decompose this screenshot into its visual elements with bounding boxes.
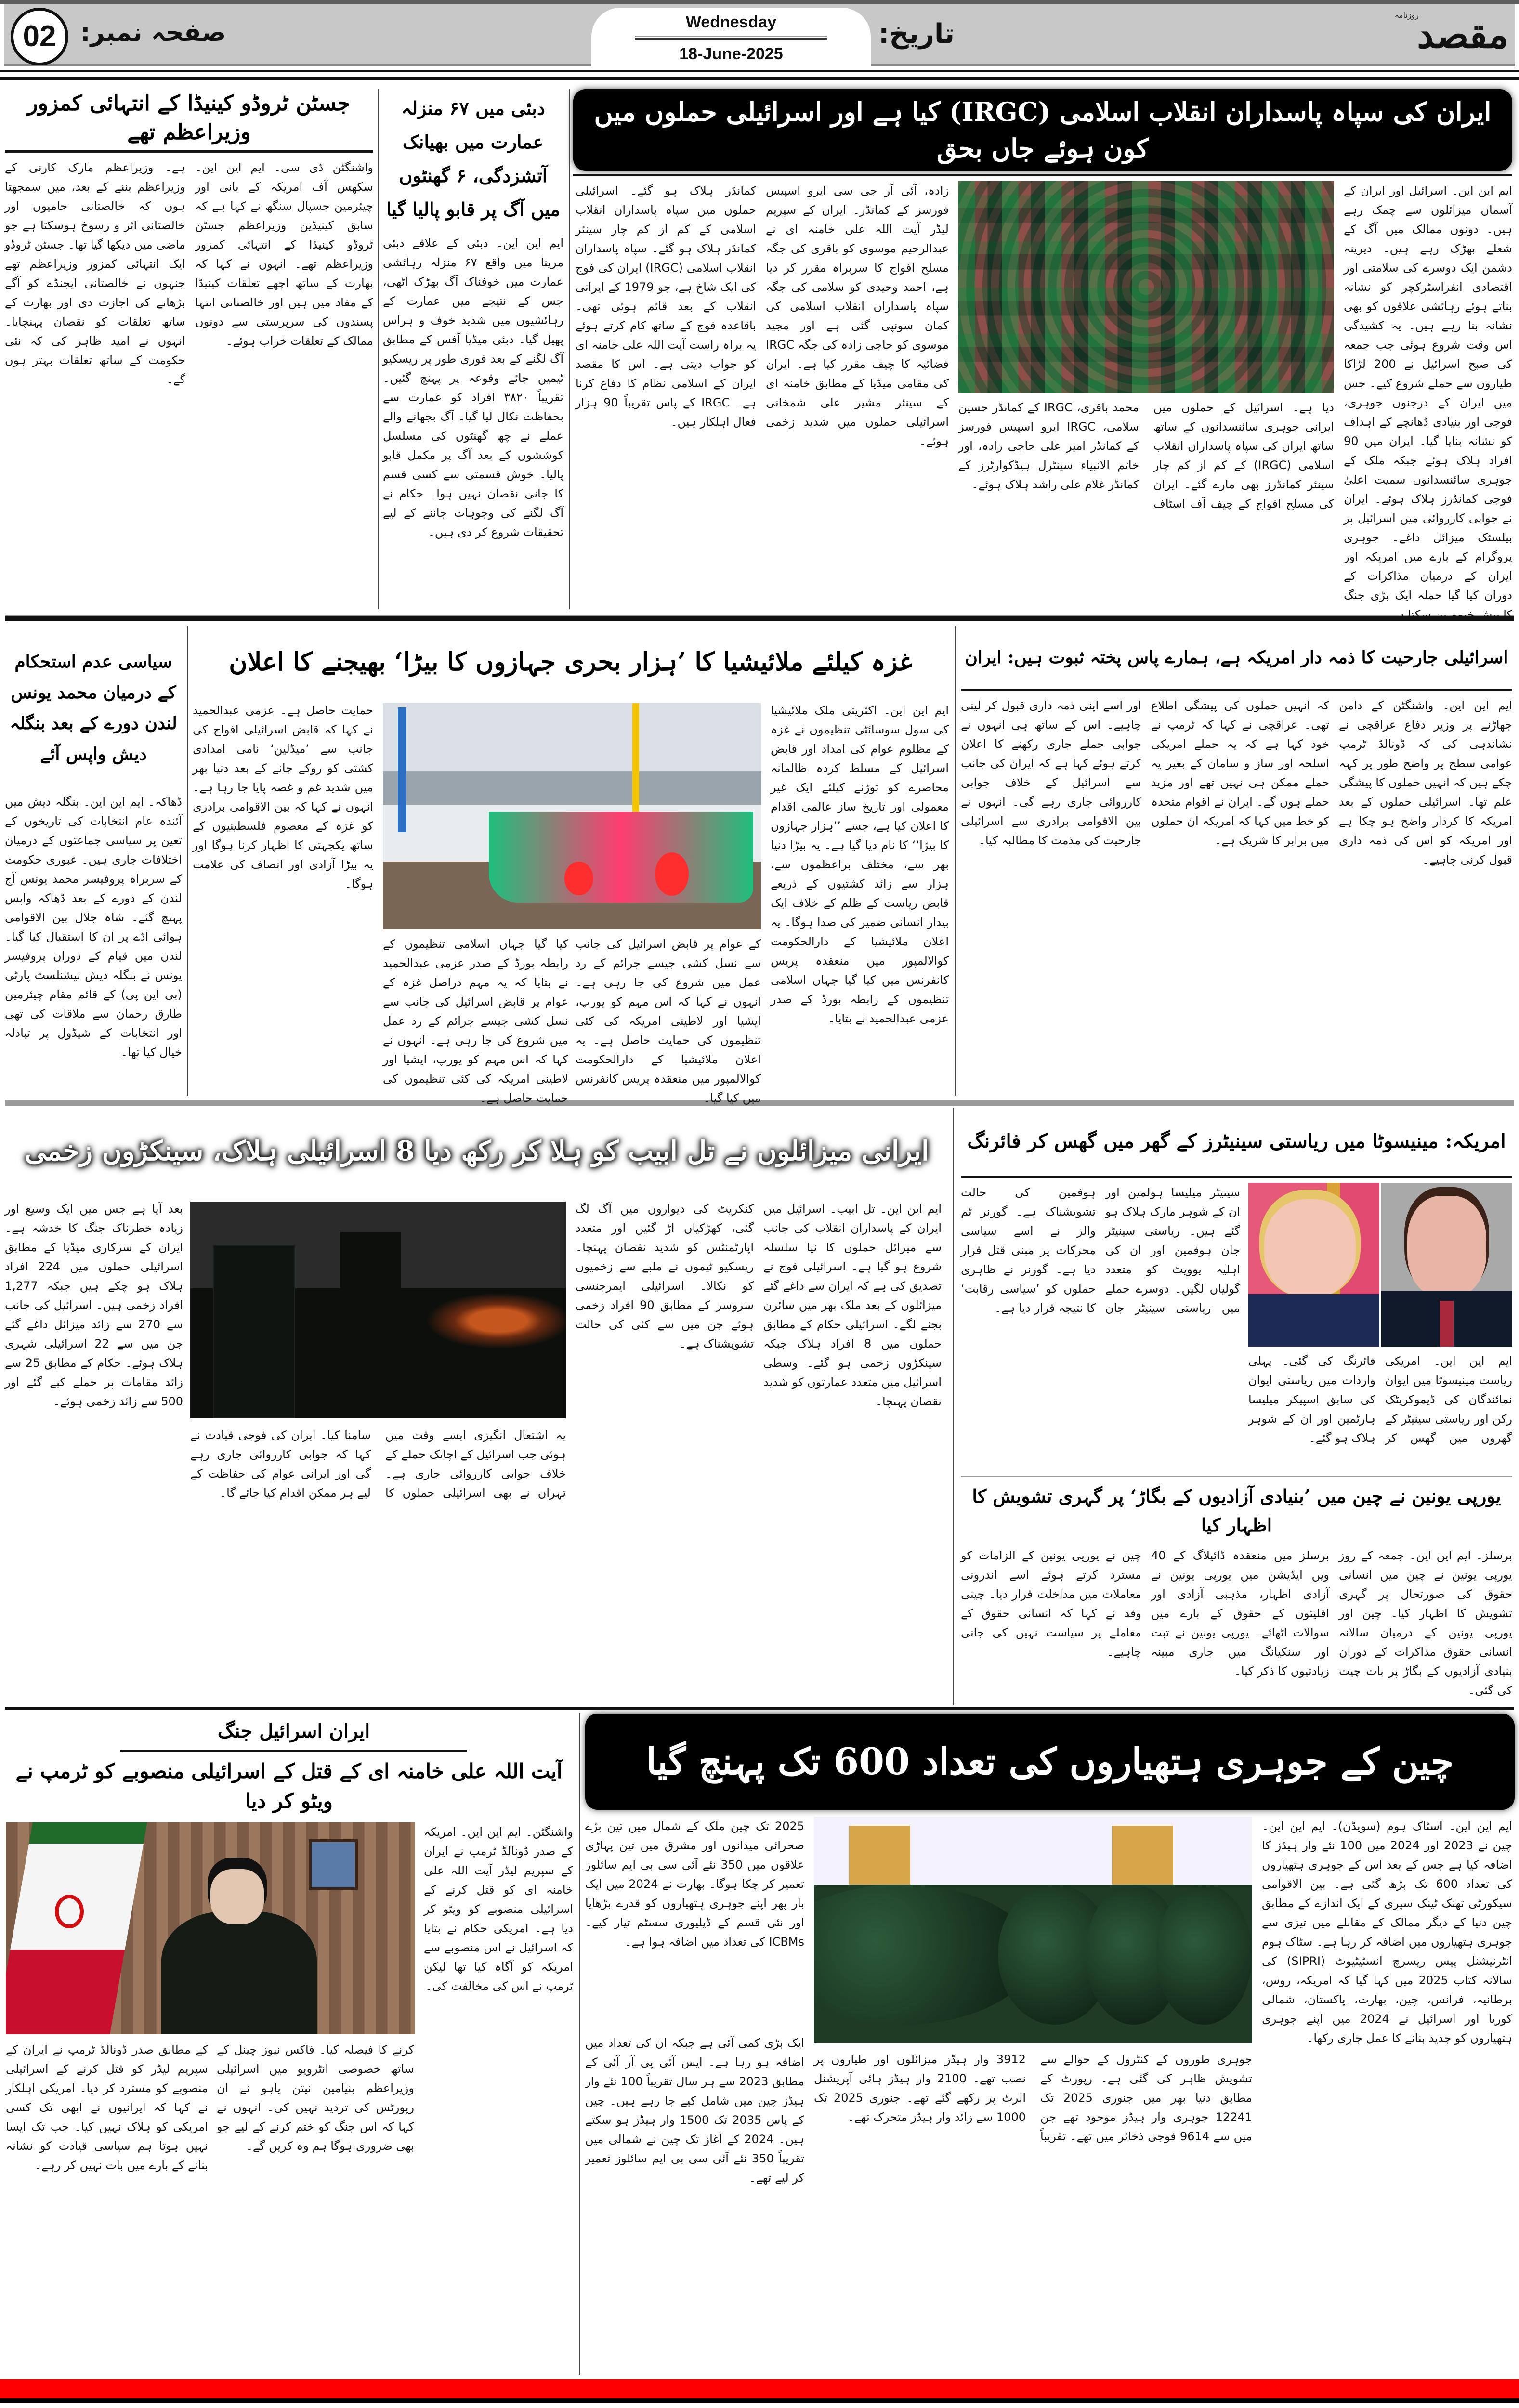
story-eu-china-col-2: برسلز میں منعقدہ ڈائیلاگ کے 40 ویں ایڈیشن میں یورپی یونین نے آزادی اظہار، مذہبی آزادی اور اقلیتوں کے حقوق کے بارے میں سوالات اٹھائے۔ یورپی یونین نے تبت اور سنکیانگ میں جاری مبینہ زیادتیوں کا ذکر کیا۔ [1151, 1549, 1329, 1678]
flotilla-boat-photo [383, 703, 761, 929]
story-khamenei-rule [120, 1750, 467, 1752]
parade-sign [1112, 1826, 1173, 1885]
column-divider [579, 1713, 580, 2375]
masthead-rule [0, 70, 1519, 80]
story-iran-us-col-1: ایم این این۔ واشنگٹن کے دامن جھاڑنے پر وزیر دفاع عراقچی نے نشاندہی کی کہ ڈونالڈ ٹرمپ عوامی سطح پر واضح طور پر کہہ چکے ہیں کہ انہیں حملوں کا پیشگی علم تھا۔ اسرائیلی حملوں کے بعد امریکہ کا کردار واضح ہو چکا ہے اور امریکہ کو اس کی ذمہ داری قبول کرنی چاہیے۔ [1339, 699, 1512, 866]
story-minnesota-col-2: سینیٹر میلیسا ہولمین اور ان کے شوہر مارک ہلاک ہو گئے ہیں۔ ریاستی سینیٹر جان ہوفمین اور ان کی اہلیہ یوویٹ کو متعدد گولیاں لگیں۔ دوسرے حملے میں ریاستی سینیٹر جان ہوفمین کی حالت تشویشناک ہے۔ گورنر ٹم والز نے اسے سیاسی محرکات پر مبنی قتل قرار دیا ہے۔ گورنر نے ظاہری حملوں کو ’سیاسی رقابت‘ کا نتیجہ قرار دیا ہے۔ [961, 1186, 1240, 1315]
photo-mast [632, 703, 639, 828]
story-khamenei-kicker: ایران اسرائیل جنگ [217, 1720, 370, 1742]
story-irgc-rule [573, 174, 1512, 176]
story-trudeau-col-1: واشنگٹن ڈی سی۔ ایم این این۔ سکھس آف امریکہ کے بانی اور چیئرمین جسپال سنگھ نے کہا ہے کہ سابق کینیڈین وزیراعظم جسٹن ٹروڈو کینیڈا کے انتہائی کمزور وزیراعظم تھے۔ انہوں نے کہا کہ بھارت کے ساتھ اچھے تعلقات کینیڈا کے مفاد میں ہیں اور خالصتانی انتہا پسندوں کی سرپرستی سے دونوں ممالک کے تعلقات خراب ہوئے۔ [195, 161, 373, 348]
story-china-nukes-col-3: ایک بڑی کمی آئی ہے جبکہ ان کی تعداد میں اضافہ ہو رہا ہے۔ ایس آئی پی آر آئی کے مطابق 2023 سے ہر سال تقریباً 100 نئے وار ہیڈز چین میں شامل کیے جا رہے ہیں۔ چین کے پاس 2035 تک 1500 وار ہیڈز ہو سکتے ہیں۔ 2024 کے آغاز تک چین نے شمالی میں تقریباً 350 نئے آئی سی بی ایم سائلوز تعمیر کر لیے تھے۔ [585, 2036, 805, 2185]
story-tel-aviv-col-3: بعد آیا ہے جس میں ایک وسیع اور زیادہ خطرناک جنگ کا خدشہ ہے۔ ایران کے سرکاری میڈیا کے مطابق اسرائیلی حملوں میں 224 افراد ہلاک ہو چکے ہیں جبکہ 1,277 افراد زخمی ہیں۔ اسرائیل کی جانب سے 270 سے زائد میزائل داغے گئے جن میں سے 22 اسرائیلی شہری ہلاک ہوئے۔ حکام کے مطابق 25 سے زائد مقامات پر حملے کیے گئے اور 500 سے زائد زخمی ہوئے۔ [5, 1202, 183, 1408]
parade-sign [849, 1826, 910, 1885]
senator-photo-male [1381, 1183, 1512, 1347]
story-trudeau-rule [5, 150, 373, 153]
story-iran-us-headline[interactable]: اسرائیلی جارحیت کا ذمہ دار امریکہ ہے، ہمارے پاس پختہ ثبوت ہیں: ایران [965, 647, 1508, 667]
story-tel-aviv-col-4: یہ اشتعال انگیزی ایسے وقت میں ہوئی جب اسرائیل کے اچانک حملے کے خلاف جوابی کارروائی جاری ہے۔ تہران نے بھی اسرائیلی حملوں کا سامنا کیا۔ ایران کی فوجی قیادت نے کہا کہ جوابی کارروائی جاری رہے گی اور ایرانی عوام کی حفاظت کے لیے ہر ممکن اقدام کیا جائے گا۔ [190, 1428, 566, 1500]
page-number-label: صفحہ نمبر: [80, 18, 226, 47]
column-divider [569, 89, 570, 609]
missile-tube [1156, 1885, 1252, 2025]
page-number-badge: 02 [11, 8, 68, 65]
date-value: 18-June-2025 [679, 45, 783, 63]
story-bangladesh-body: ڈھاکہ۔ ایم این این۔ بنگلہ دیش میں آئندہ عام انتخابات کی تاریخوں کے تعین پر سیاسی جماعتوں کے درمیان اختلافات جاری ہیں۔ عبوری حکومت کے سربراہ پروفیسر محمد یونس آج لندن کے دورے کے بعد ڈھاکہ واپس پہنچ گئے۔ شاہ جلال بین الاقوامی ہوائی اڈے پر ان کا استقبال کیا گیا۔ لندن میں قیام کے دوران پروفیسر یونس نے بنگلہ دیش نیشنلسٹ پارٹی (بی این پی) کے قائم مقام چیئرمین طارق رحمان سے ملاقات کی تھی اور انتخابات کے شیڈول پر تبادلہ خیال کیا تھا۔ [5, 795, 182, 1059]
story-minnesota-col-1: ایم این این۔ امریکی ریاست مینیسوٹا میں ایوان نمائندگان کی ڈیموکریٹک رکن اور ریاستی سینیٹر کے گھروں میں گھس کر فائرنگ کی گئی۔ پہلی واردات میں ریاستی ایوان کی سابق اسپیکر میلیسا ہارٹمین اور ان کے شوہر ہلاک ہو گئے۔ [1248, 1354, 1512, 1445]
story-dubai-headline[interactable]: دبئی میں ۶۷ منزلہ عمارت میں بھیانک آتشزدگی، ۶ گھنٹوں میں آگ پر قابو پالیا گیا [386, 97, 560, 220]
story-khamenei-col-2: کرنے کا فیصلہ کیا۔ فاکس نیوز چینل کے ساتھ خصوصی انٹرویو میں اسرائیلی وزیراعظم بنیامین نیتن یاہو نے ان رپورٹس کی تردید نہیں کی۔ انہوں نے کہا کہ اس جنگ کو ختم کرنے کے لیے جو بھی ضروری ہوگا ہم وہ کریں گے۔ [217, 2043, 414, 2153]
missile-parade-photo [814, 1817, 1252, 2043]
story-china-nukes-col-1: ایم این این۔ اسٹاک ہوم (سویڈن)۔ ایم این این۔ چین نے 2023 اور 2024 میں 100 نئے وار ہیڈز کا اضافہ کیا ہے جس کے بعد اس کے جوہری ہتھیاروں کی تعداد 600 تک بڑھ گئی ہے۔ بین الاقوامی سیکورٹی تھنک ٹینک سپری کے ایک اندازے کے مطابق چین دنیا کے دیگر ممالک کے مقابلے میں تیزی سے جوہری ہتھیاروں میں اضافہ کر رہا ہے۔ سٹاک ہوم انٹرنیشنل پیس ریسرچ انسٹیٹیوٹ (SIPRI) کی سالانہ کتاب 2025 میں کہا گیا کہ امریکہ، روس، برطانیہ، فرانس، چین، بھارت، پاکستان، شمالی کوریا اور اسرائیل نے 2024 میں اپنے جوہری ہتھیاروں کو جدید بنانے کا عمل جاری رکھا۔ [1262, 1819, 1513, 2045]
story-eu-china-headline[interactable]: یورپی یونین نے چین میں ’بنیادی آزادیوں کے بگاڑ‘ پر گہری تشویش کا اظہار کیا [972, 1485, 1501, 1536]
story-iran-us-col-3: اور اسے اپنی ذمہ داری قبول کر لینی چاہیے۔ اس کے ساتھ ہی انہوں نے جوابی حملے جاری رکھنے کا اعلان کرتے ہوئے کہا ہے کہ ایران کی جانب سے اسرائیل کے خلاف جوابی کارروائی جاری رہے گی۔ انہوں نے بین الاقوامی برادری سے اسرائیلی جارحیت کی مذمت کا مطالبہ کیا۔ [961, 699, 1141, 847]
story-china-nukes-col-4: 2025 تک چین ملک کے شمال میں تین بڑے صحرائی میدانوں اور مشرق میں تین پہاڑی علاقوں میں 350 نئے آئی سی بی ایم سائلوز تعمیر کر چکا ہوگا۔ بھارت نے 2024 میں ایک بار پھر اپنے جوہری ہتھیاروں کو قدرے بڑھایا اور نئی قسم کے ڈیلیوری سسٹم تیار کیے۔ ICBMs کی تعداد میں اضافہ ہوا ہے۔ [585, 1819, 805, 1949]
photo-building [213, 1245, 296, 1418]
column-divider [378, 89, 379, 609]
story-khamenei-col-1: واشنگٹن۔ ایم این این۔ امریکہ کے صدر ڈونالڈ ٹرمپ نے ایران کے سپریم لیڈر آیت اللہ علی خامنہ ای کو قتل کرنے کے اسرائیلی منصوبے کو ویٹو کر دیا ہے۔ امریکی حکام نے بتایا کہ اسرائیل نے اس منصوبے سے امریکہ کو آگاہ کیا تھا لیکن ٹرمپ نے اس کی مخالفت کی۔ [424, 1825, 573, 1993]
story-khamenei-headline[interactable]: آیت اللہ علی خامنہ ای کے قتل کے اسرائیلی منصوبے کو ٹرمپ نے ویٹو کر دیا [15, 1759, 563, 1813]
masthead [4, 4, 1515, 66]
story-tel-aviv-col-2: کنکریٹ کی دیواروں میں آگ لگ گئی، کھڑکیاں اڑ گئیں اور متعدد اپارٹمنٹس کو شدید نقصان پہنچا۔ ریسکیو ٹیموں نے ملبے سے زخمیوں کو نکالا۔ اسرائیلی ایمرجنسی سروسز کے مطابق 90 افراد زخمی ہوئے جن میں سے کئی کی حالت تشویشناک ہے۔ [576, 1202, 754, 1350]
story-eu-china-top-rule [961, 1476, 1512, 1477]
story-iran-us-rule [961, 689, 1512, 691]
story-irgc-col-3: زادہ، آئی آر جی سی ایرو اسپیس فورسز کے کمانڈر۔ ایران کے سپریم لیڈر آیت اللہ علی خامنہ ای نے عبدالرحیم موسوی کو باقری کی جگہ مسلح افواج کا سربراہ مقرر کر دیا ہے، احمد وحیدی کو سلامی کی جگہ سپاہ پاسداران انقلاب اسلامی کی کمان سونپی گئی ہے اور مجید موسوی کو حاجی زادہ کی جگہ IRGC فضائیہ کا چیف مقرر کیا ہے۔ ایران کی مقامی میڈیا کے مطابق خامنہ ای کے سینئر مشیر علی شمخانی اسرائیلی حملوں میں شدید زخمی ہوئے۔ [766, 184, 949, 448]
story-eu-china-col-1: برسلز۔ ایم این این۔ جمعہ کے روز یورپی یونین نے چین میں انسانی حقوق کی صورتحال پر گہری تشویش کا اظہار کیا۔ چین اور یورپی یونین کے درمیان سالانہ انسانی حقوق مذاکرات کے دوران بنیادی آزادیوں کے بگاڑ پر بات چیت کی گئی۔ [1339, 1549, 1512, 1697]
date-day: Wednesday [685, 13, 777, 31]
story-irgc-headline[interactable]: ایران کی سپاہ پاسداران انقلاب اسلامی (IRGC) کیا ہے اور اسرائیلی حملوں میں کون ہوئے جاں بحق [573, 89, 1512, 171]
photo-face [1264, 1199, 1356, 1297]
story-irgc-col-1: ایم این این۔ اسرائیل اور ایران کے آسمان میزائلوں سے چمک رہے ہیں۔ دونوں ممالک میں آگ کے شعلے بھڑک رہے ہیں۔ دیرینہ دشمن ایک دوسرے کی سلامتی اور اقتصادی انفراسٹرکچر کو نشانہ بناتے ہوئے رہائشی علاقوں کو بھی نشانہ بنا رہے ہیں۔ یہ کشیدگی اس وقت شروع ہوئی جب جمعہ کی صبح اسرائیل نے 200 لڑاکا طیاروں سے حملے شروع کیے۔ جس میں ایران کے درجنوں جوہری، فوجی اور بنیادی ڈھانچے کے اہداف کو نشانہ بنایا گیا۔ ایران میں 90 افراد ہلاک ہوئے جبکہ ملک کے جوہری سائنسدانوں سمیت اعلیٰ فوجی کمانڈرز ہلاک ہوئے۔ ایران نے جوابی کارروائی میں اسرائیل پر بیلسٹک میزائل داغے۔ جوہری پروگرام کے بارے میں امریکہ اور ایران کے درمیان مذاکرات کے دوران کیا گیا حملہ ایک بڑی جنگ کا پیش خیمہ بن سکتا ہے۔ [1344, 184, 1512, 621]
story-trudeau-col-2: ہے۔ وزیراعظم مارک کارنی کے وزیراعظم بننے کے بعد، میں سمجھتا ہوں کہ خالصتانی حامیوں اور خالصتانی اثر و رسوخ ہوسکتا ہے جو ماضی میں دیکھا گیا تھا۔ جسٹن ٹروڈو ایک انتہائی کمزور وزیراعظم تھے جنہوں نے خالصتانی ایجنڈے کو آگے بڑھانے کی اجازت دی اور بھارت کے ساتھ تعلقات کو نقصان پہنچایا۔ انہوں نے امید ظاہر کی کہ نئی حکومت کے ساتھ تعلقات بہتر ہوں گے۔ [5, 161, 185, 386]
column-divider [953, 1108, 954, 1705]
story-minnesota-headline[interactable]: امریکہ: مینیسوٹا میں ریاستی سینیٹرز کے گھر میں گھس کر فائرنگ [967, 1130, 1506, 1152]
story-china-nukes-headline[interactable]: چین کے جوہری ہتھیاروں کی تعداد 600 تک پہنچ گیا [585, 1714, 1515, 1810]
column-divider [955, 626, 956, 1096]
story-eu-china-col-3: چین نے یورپی یونین کے الزامات کو مسترد کرتے ہوئے اسے اندرونی معاملات میں مداخلت قرار دیا۔ چینی وفد نے کہا کہ انسانی حقوق کے معاملے پر سیاست نہیں کی جانی چاہیے۔ [961, 1549, 1141, 1659]
date-box [591, 8, 871, 66]
story-china-nukes-col-2: جوہری طوروں کے کنٹرول کے حوالے سے تشویش ظاہر کی گئی ہے۔ رپورٹ کے مطابق دنیا بھر میں جنوری 2025 تک 12241 جوہری وار ہیڈز موجود تھے جن میں سے 9614 فوجی ذخائر میں تھے۔ تقریباً 3912 وار ہیڈز میزائلوں اور طیاروں پر نصب تھے۔ 2100 وار ہیڈز ہائی آپریشنل الرٹ پر رکھے گئے تھے۔ جنوری 2025 تک 1000 سے زائد وار ہیڈز متحرک تھے۔ [814, 2053, 1252, 2143]
column-divider [187, 626, 188, 1096]
footer-black-rule [0, 2398, 1519, 2403]
photo-head [210, 1869, 264, 1924]
story-minnesota-rule [961, 1176, 1512, 1178]
khamenei-photo [6, 1822, 415, 2034]
section-divider [5, 1707, 1514, 1710]
photo-hull [489, 812, 754, 903]
photo-body [1248, 1294, 1379, 1347]
story-irgc-col-4: کمانڈر ہلاک ہو گئے۔ اسرائیلی حملوں میں سپاہ پاسداران انقلاب اسلامی کے کم از کم چار سینئر کمانڈر ہلاک ہو گئے۔ سپاہ پاسداران انقلاب اسلامی (IRGC) ایران کی فوج کی ایک شاخ ہے، جو 1979 کے ایرانی انقلاب کے بعد قائم ہوئی تھی۔ باقاعدہ فوج کے ساتھ کام کرتے ہوئے یہ براہ راست آیت اللہ علی خامنہ ای کو جواب دیتی ہے۔ اس کا مقصد ایران کے اسلامی نظام کا دفاع کرنا ہے۔ IRGC کے پاس تقریباً 90 ہزار فعال اہلکار ہیں۔ [576, 184, 757, 429]
photo-crane [398, 707, 406, 832]
date-divider [635, 36, 827, 40]
story-tel-aviv-col-1: ایم این این۔ تل ابیب۔ اسرائیل میں ایران کے پاسداران انقلاب کی جانب سے میزائل حملوں کا نیا سلسلہ شروع ہو گیا ہے۔ اسرائیلی فوج نے تصدیق کی ہے کہ ایران سے داغے گئے میزائلوں کے بعد ملک بھر میں سائرن بجنے لگے۔ اسرائیلی حکام کے مطابق حملوں میں 8 افراد ہلاک جبکہ سینکڑوں زخمی ہو گئے۔ وسطی اسرائیل میں متعدد عمارتوں کو شدید نقصان پہنچا۔ [763, 1202, 942, 1408]
photo-face [1407, 1196, 1486, 1297]
story-malaysia-headline[interactable]: غزہ کیلئے ملائیشیا کا ’ہزار بحری جہازوں کا بیڑا‘ بھیجنے کا اعلان [229, 647, 913, 677]
story-dubai-body: ایم این این۔ دبئی کے علاقے دبئی مرینا میں واقع ۶۷ منزلہ رہائشی عمارت میں خوفناک آگ بھڑک اٹھی، جس کے نتیجے میں عمارت کے رہائشیوں میں شدید خوف و ہراس پھیل گیا۔ دبئی میڈیا آفس کے مطابق آگ لگنے کے بعد فوری طور پر ریسکیو ٹیمیں جائے وقوعہ پر پہنچ گئیں۔ تقریباً ۳۸۲۰ افراد کو عمارت سے بحفاظت نکال لیا گیا۔ آگ بجھانے والے عملے نے چھ گھنٹوں کی مسلسل کوششوں کے بعد آگ پر مکمل قابو پالیا۔ خوش قسمتی سے کسی قسم کا جانی نقصان نہیں ہوا۔ حکام نے آگ لگنے کی وجوہات جاننے کے لیے تحقیقات شروع کر دی ہیں۔ [383, 236, 564, 539]
top-bar [0, 0, 1519, 4]
story-malaysia-col-2: کے عوام پر قابض اسرائیل کی جانب سے نسل کشی جیسے جرائم کے رد عمل میں شروع کی جا رہی ہے۔ انہوں نے کہا کہ اس مہم کو یورپ، ایشیا اور لاطینی امریکہ کی کئی تنظیموں کی حمایت حاصل ہے۔ یہ اعلان ملائیشیا کے دارالحکومت کوالالمپور میں منعقدہ پریس کانفرنس میں کیا گیا۔ [576, 937, 761, 1105]
footer-red-band [0, 2379, 1519, 2398]
section-divider [5, 615, 1514, 621]
wall-portrait [309, 1839, 358, 1890]
newspaper-logo: مقصد [1417, 13, 1508, 57]
photo-building [340, 1232, 401, 1418]
story-khamenei-col-3: کے مطابق صدر ڈونالڈ ٹرمپ نے ایران کے سپریم لیڈر کو قتل کرنے کے اسرائیلی منصوبے کو مسترد کر دیا۔ امریکی اہلکار نے کہا کہ ایرانیوں نے ابھی تک کسی امریکی کو ہلاک نہیں کیا۔ جب تک ایسا نہیں ہوتا ہم سیاسی قیادت کو نشانہ بنانے کے بارے میں بات نہیں کر رہے۔ [6, 2043, 208, 2172]
story-malaysia-col-4: حمایت حاصل ہے۔ عزمی عبدالحمید نے کہا کہ قابض اسرائیلی افواج کی جانب سے ’میڈلین‘ نامی امدادی کشتی کو روکے جانے کے بعد دنیا بھر میں شدید غم و غصہ پایا جا رہا ہے۔ انہوں نے کہا کہ بین الاقوامی برادری کو غزہ کے معصوم فلسطینیوں کے ساتھ یکجہتی کا اظہار کرنا ہوگا اور یہ بیڑا آزادی اور انصاف کی علامت ہوگا۔ [193, 704, 373, 890]
story-trudeau-headline[interactable]: جسٹن ٹروڈو کینیڈا کے انتہائی کمزور وزیراعظم تھے [27, 91, 351, 144]
photo-buoy [564, 862, 593, 895]
story-irgc-col-2: دیا ہے۔ اسرائیل کے حملوں میں ایرانی جوہری سائنسدانوں کے ساتھ ساتھ ایران کی سپاہ پاسداران انقلاب اسلامی (IRGC) کے کم از کم چار سینئر کمانڈرز بھی مارے گئے۔ ایران کی مسلح افواج کے چیف آف اسٹاف محمد باقری، IRGC کے کمانڈر حسین سلامی، IRGC ایرو اسپیس فورسز کے کمانڈر امیر علی حاجی زادہ، اور خاتم الانبیاء سینٹرل ہیڈکوارٹرز کے کمانڈر غلام علی راشد ہلاک ہوئے۔ [958, 401, 1334, 510]
story-tel-aviv-headline[interactable]: ایرانی میزائلوں نے تل ابیب کو ہلا کر رکھ دیا 8 اسرائیلی ہلاک، سینکڑوں زخمی [25, 1135, 929, 1167]
iran-flag [6, 1822, 147, 2034]
irgc-soldiers-photo [958, 181, 1334, 393]
photo-tie [1440, 1301, 1453, 1347]
story-malaysia-col-3: کیا گیا جہاں اسلامی تنظیموں کے رابطہ بورڈ کے صدر عزمی عبدالحمید نے بتایا کہ یہ مہم دراصل غزہ کے عوام پر قابض اسرائیل کی جانب سے نسل کشی جیسے جرائم کے رد عمل میں شروع کی جا رہی ہے۔ انہوں نے کہا کہ اس مہم کو یورپ، ایشیا اور لاطینی امریکہ کی کئی تنظیموں کی حمایت حاصل ہے۔ [383, 937, 568, 1105]
story-bangladesh-headline[interactable]: سیاسی عدم استحکام کے درمیان محمد یونس لندن دورے کے بعد بنگلہ دیش واپس آئے [10, 652, 177, 764]
story-iran-us-col-2: کہ انہیں حملوں کی پیشگی اطلاع تھی۔ عراقچی نے کہا کہ ٹرمپ نے خود کہا ہے کہ یہ حملے امریکی اسلحہ اور ساز و سامان کے بغیر یہ حملے ممکن ہی نہیں تھے اور مزید حملے ہوں گے۔ ایران نے اقوام متحدہ کو خط میں کہا کہ امریکہ ان حملوں میں برابر کا شریک ہے۔ [1151, 699, 1329, 847]
photo-robe [161, 1911, 317, 2034]
senator-photo-female [1248, 1183, 1379, 1347]
date-label: تاریخ: [878, 18, 955, 50]
flag-emblem [55, 1895, 84, 1928]
logo-tagline: روزنامہ [1394, 11, 1419, 20]
photo-buoy [655, 852, 689, 896]
story-malaysia-col-1: ایم این این۔ اکثریتی ملک ملائیشیا کی سول سوسائٹی تنظیموں نے غزہ کے مظلوم عوام کی امداد اور قابض اسرائیل کے مسلط کردہ ظالمانہ محاصرے کو توڑنے کیلئے ایک غیر معمولی اور تاریخ ساز عالمی اقدام کا اعلان کیا ہے، جسے ’’ہزار جہازوں کا بیڑا‘‘ کا نام دیا گیا ہے۔ یہ بیڑا دنیا بھر سے، مختلف براعظموں سے، ہزار سے زائد کشتیوں کے ذریعے قابض ریاست کے ظلم کے خلاف ایک بیدار انسانی ضمیر کی صدا ہوگا۔ یہ اعلان ملائیشیا کے دارالحکومت کوالالمپور میں منعقدہ پریس کانفرنس میں کیا گیا جہاں اسلامی تنظیموں کے رابطہ بورڈ کے صدر عزمی عبدالحمید نے بتایا۔ [771, 704, 949, 1025]
tel-aviv-night-strike-photo [190, 1202, 566, 1418]
